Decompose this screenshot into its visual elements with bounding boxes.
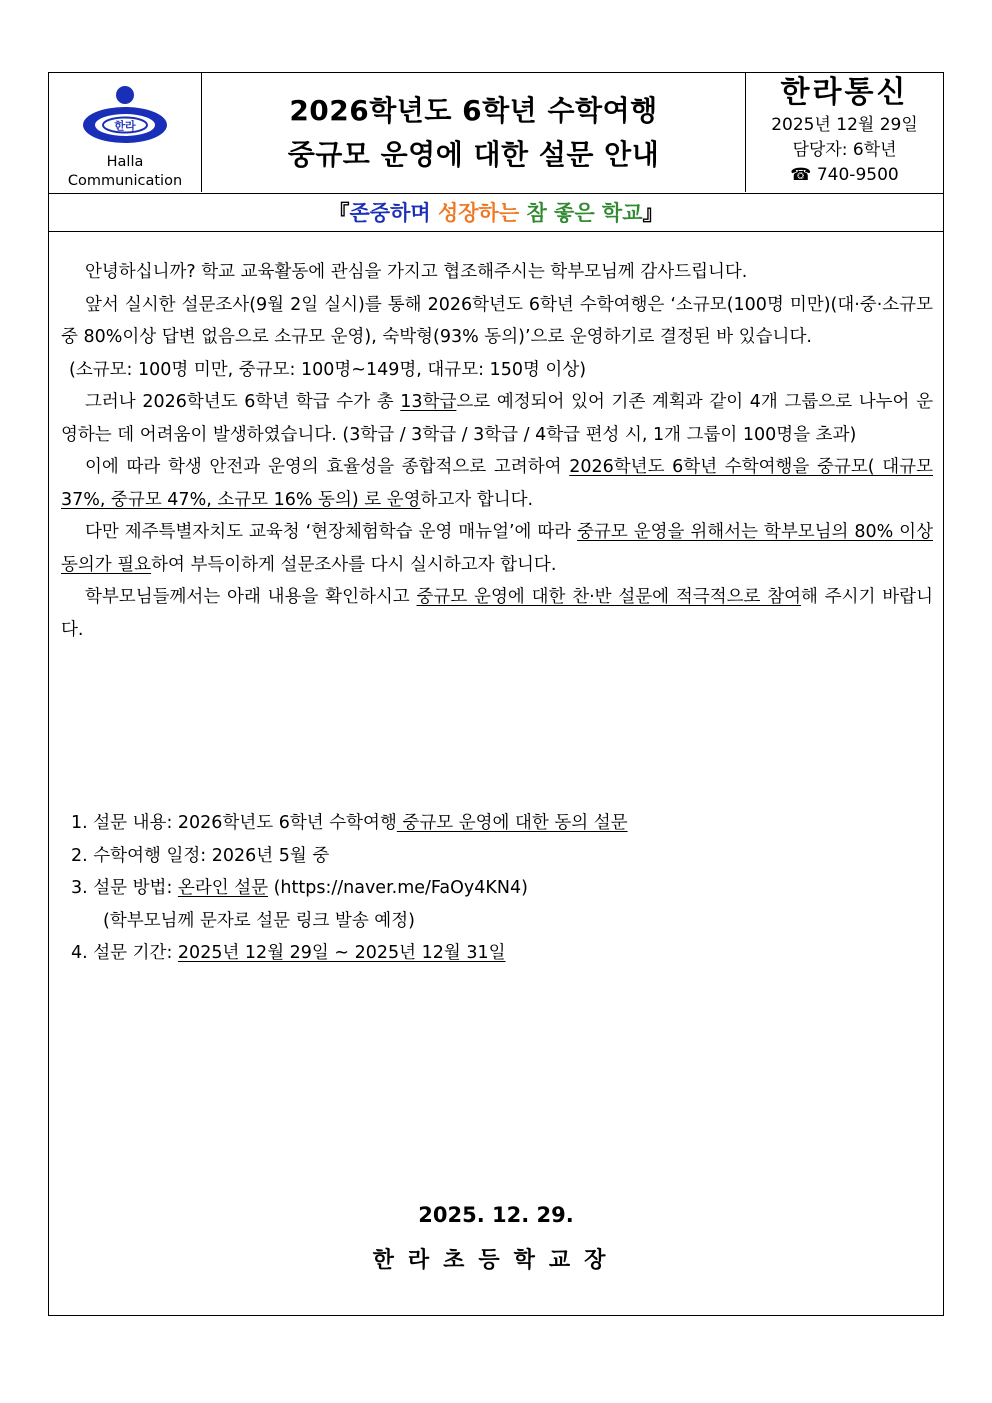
paragraph-previous-survey: 앞서 실시한 설문조사(9월 2일 실시)를 통해 2026학년도 6학년 수학여행은 ‘소규모(100명 미만)(대·중·소규모 중 80%이상 답변 없음으로 소규모 운영), 숙박형(93% 동의)’으로 운영하기로 결정된 바 있습니다. bbox=[61, 294, 933, 347]
phone-number: 740-9500 bbox=[816, 165, 899, 185]
list-item: 1. 설문 내용: 2026학년도 6학년 수학여행 중규모 운영에 대한 동의 설문 bbox=[71, 813, 628, 833]
newsletter-frame bbox=[48, 72, 944, 1316]
paragraph-request: 학부모님들께서는 아래 내용을 확인하시고 중규모 운영에 대한 찬·반 설문에 적극적으로 참여해 주시기 바랍니다. bbox=[61, 587, 933, 640]
list-item: 3. 설문 방법: 온라인 설문 (https://naver.me/FaOy4KN4) bbox=[71, 878, 528, 898]
slogan-word-4: 학교 bbox=[601, 201, 643, 225]
slogan-word-1: 존중하며 bbox=[349, 201, 431, 225]
contact-person: 담당자: 6학년 bbox=[792, 140, 897, 160]
paragraph-size-definition: (소규모: 100명 미만, 중규모: 100명~149명, 대규모: 150명 이상) bbox=[69, 359, 587, 380]
slogan-word-3: 참 좋은 bbox=[526, 201, 595, 225]
slogan-word-2: 성장하는 bbox=[437, 201, 520, 225]
svg-text:한라: 한라 bbox=[114, 119, 136, 133]
issue-date: 2025년 12월 29일 bbox=[771, 115, 918, 135]
phone-line bbox=[746, 163, 943, 188]
survey-details bbox=[71, 807, 931, 970]
paragraph-greeting: 안녕하십니까? 학교 교육활동에 관심을 가지고 협조해주시는 학부모님께 감사드립니다. bbox=[85, 262, 748, 282]
title-line-2: 중규모 운영에 대한 설문 안내 bbox=[287, 138, 660, 171]
survey-url[interactable]: (https://naver.me/FaOy4KN4) bbox=[268, 878, 528, 898]
principal-signature: 한라초등학교장 bbox=[372, 1248, 620, 1273]
logo-text-line1: Halla bbox=[106, 154, 144, 170]
document-date: 2025. 12. 29. bbox=[418, 1203, 574, 1227]
paragraph-decision: 이에 따라 학생 안전과 운영의 효율성을 종합적으로 고려하여 2026학년도 6학년 수학여행을 중규모( 대규모 37%, 중규모 47%, 소규모 16% 동의) 로 운영하고자 합니다. bbox=[61, 457, 933, 510]
logo bbox=[49, 73, 202, 192]
letter-body bbox=[61, 256, 933, 646]
list-item-note: (학부모님께 문자로 설문 링크 발송 예정) bbox=[103, 910, 415, 931]
school-slogan: 『존중하며 성장하는 참 좋은 학교』 bbox=[49, 194, 943, 232]
title-block bbox=[202, 73, 746, 192]
survey-method-link: 온라인 설문 bbox=[177, 878, 269, 898]
school-emblem-icon bbox=[79, 81, 171, 145]
header bbox=[49, 73, 943, 194]
list-item: 4. 설문 기간: 2025년 12월 29일 ~ 2025년 12월 31일 bbox=[71, 943, 506, 963]
info-block bbox=[746, 73, 943, 192]
paragraph-class-count: 그러나 2026학년도 6학년 학급 수가 총 13학급으로 예정되어 있어 기존 계획과 같이 4개 그룹으로 나누어 운영하는 데 어려움이 발생하였습니다. (3학급 / 3학급 / 3학급 / 4학급 편성 시, 1개 그룹이 100명을 초과) bbox=[61, 392, 934, 445]
title-line-1: 2026학년도 6학년 수학여행 bbox=[289, 94, 658, 127]
paragraph-manual: 다만 제주특별자치도 교육청 ‘현장체험학습 운영 매뉴얼’에 따라 중규모 운영을 위해서는 학부모님의 80% 이상 동의가 필요하여 부득이하게 설문조사를 다시 실시하고자 합니다. bbox=[61, 522, 933, 575]
publication-name: 한라통신 bbox=[780, 75, 909, 110]
list-item: 2. 수학여행 일정: 2026년 5월 중 bbox=[71, 845, 330, 866]
phone-icon: ☎ bbox=[790, 165, 812, 185]
logo-text-line2: Communication bbox=[67, 173, 183, 189]
